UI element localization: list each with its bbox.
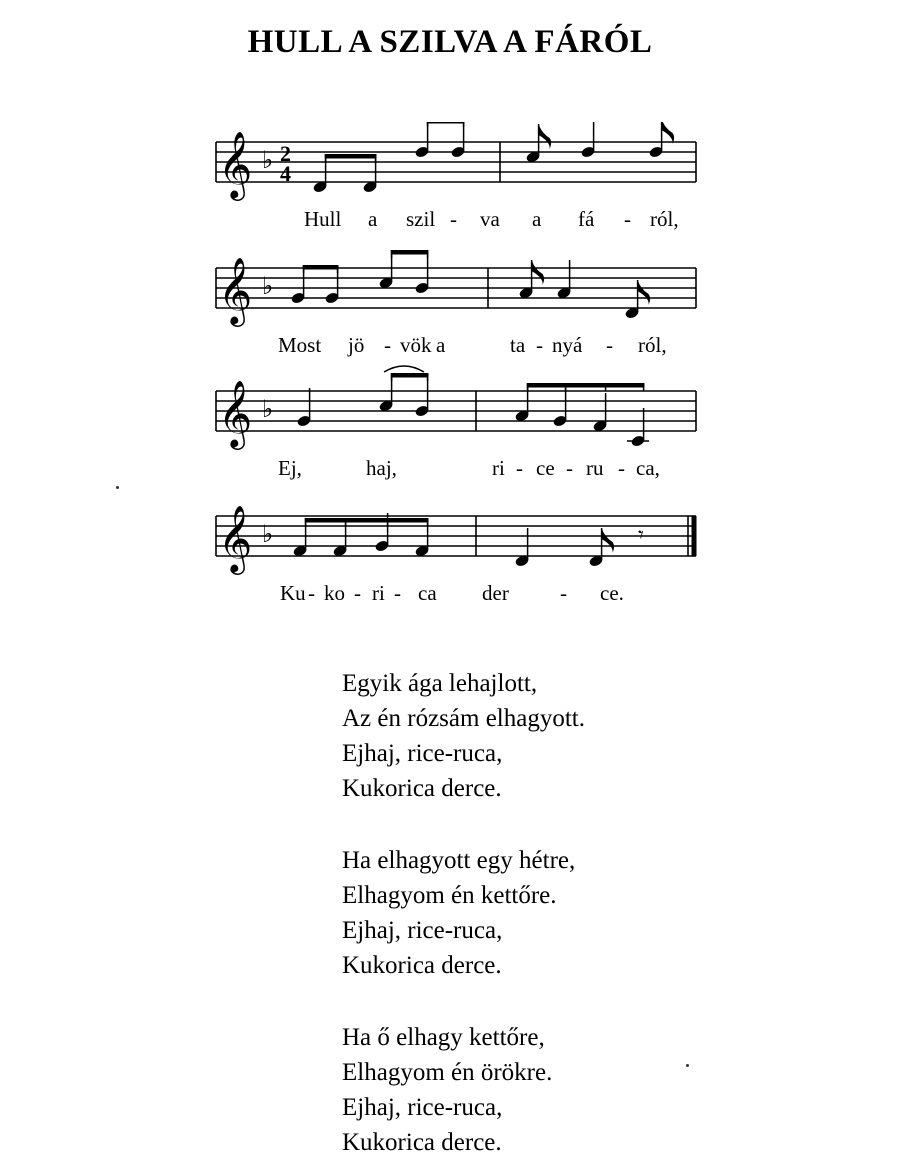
lyric-syllable: - — [560, 581, 567, 605]
flat-icon: ♭ — [262, 146, 274, 174]
treble-clef-icon: 𝄞 — [218, 130, 253, 198]
lyric-syllable: a — [436, 333, 446, 357]
lyric-syllable: ri — [372, 581, 385, 605]
lyric-syllable: jö — [348, 333, 365, 357]
lyric-syllable: Most — [278, 333, 322, 357]
lyric-syllable: - — [606, 333, 613, 357]
note-flag — [602, 528, 615, 553]
lyric-syllable: ta — [510, 333, 526, 357]
verse-line: Elhagyom én örökre. — [342, 1059, 553, 1086]
verse-2 — [342, 843, 575, 983]
verse-line: Kukorica derce. — [342, 775, 502, 802]
lyric-syllable: haj, — [366, 456, 397, 480]
flat-icon: ♭ — [262, 272, 274, 300]
note-flag — [532, 260, 545, 285]
lyric-syllable: ko — [324, 581, 345, 605]
verse-1 — [342, 666, 585, 806]
lyric-syllable: - — [384, 333, 391, 357]
lyric-syllable: ca, — [636, 456, 660, 480]
lyric-syllable: vök — [400, 333, 432, 357]
lyric-syllable: - — [516, 456, 523, 480]
note-beam — [527, 383, 645, 388]
verse-line: Elhagyom én kettőre. — [342, 882, 557, 909]
verse-line: Ejhaj, rice-ruca, — [342, 740, 503, 767]
lyric-syllable: Ku — [280, 581, 306, 605]
lyric-syllable: - — [536, 333, 543, 357]
verse-line: Ejhaj, rice-ruca, — [342, 917, 503, 944]
lyric-syllable: - — [394, 581, 401, 605]
sheet-music — [200, 122, 720, 632]
treble-clef-icon: 𝄞 — [218, 379, 253, 447]
note-beam — [427, 122, 465, 124]
staff-system-2 — [216, 250, 696, 357]
music-notation — [200, 122, 720, 632]
note-beam — [391, 373, 429, 378]
lyric-syllable: - — [624, 207, 631, 231]
flat-icon: ♭ — [262, 520, 274, 548]
eighth-rest-icon: 𝄾 — [638, 523, 644, 548]
verse-line: Kukorica derce. — [342, 952, 502, 979]
staff-system-1 — [216, 122, 696, 231]
lyric-syllable: der — [482, 581, 509, 605]
slur — [384, 366, 424, 372]
lyric-syllable: - — [566, 456, 573, 480]
note-beam — [303, 265, 339, 270]
verse-line: Ejhaj, rice-ruca, — [342, 1094, 503, 1121]
lyric-syllable: - — [618, 456, 625, 480]
lyric-syllable: szil — [406, 207, 436, 231]
verse-line: Az én rózsám elhagyott. — [342, 705, 585, 732]
note-flag — [638, 280, 651, 305]
treble-clef-icon: 𝄞 — [218, 504, 253, 572]
lyric-syllable: - — [354, 581, 361, 605]
lyric-syllable: ról, — [650, 207, 679, 231]
staff-system-3 — [216, 366, 696, 480]
verse-line: Ha elhagyott egy hétre, — [342, 847, 576, 874]
lyric-syllable: Ej, — [278, 456, 302, 480]
lyric-syllable: nyá — [552, 333, 583, 357]
note-beam — [305, 518, 429, 523]
verse-line: Egyik ága lehajlott, — [342, 670, 538, 697]
time-signature-top: 2 — [280, 141, 291, 166]
lyric-syllable: ca — [418, 581, 437, 605]
lyric-syllable: ról, — [638, 333, 667, 357]
verse-3 — [342, 1020, 552, 1160]
lyric-syllable: - — [450, 207, 457, 231]
verse-line: Ha ő elhagy kettőre, — [342, 1024, 545, 1051]
note-flag — [539, 124, 552, 149]
note-beam — [325, 154, 377, 159]
song-title: HULL A SZILVA A FÁRÓL — [247, 24, 653, 60]
lyric-syllable: a — [532, 207, 542, 231]
lyric-syllable: ce. — [600, 581, 624, 605]
lyric-syllable: va — [480, 207, 500, 231]
lyric-syllable: ru — [586, 456, 604, 480]
lyric-syllable: Hull — [304, 207, 342, 231]
flat-icon: ♭ — [262, 395, 274, 423]
verse-line: Kukorica derce. — [342, 1129, 502, 1156]
treble-clef-icon: 𝄞 — [218, 256, 253, 324]
lyric-syllable: fá — [578, 207, 595, 231]
lyric-syllable: ce — [536, 456, 555, 480]
note-flag — [662, 122, 675, 144]
scan-speck — [686, 1064, 689, 1067]
staff-system-4 — [216, 504, 696, 605]
scan-speck — [116, 486, 119, 489]
lyric-syllable: - — [308, 581, 315, 605]
lyric-syllable: a — [368, 207, 378, 231]
time-signature-bottom: 4 — [280, 161, 291, 186]
note-beam — [391, 250, 429, 255]
lyric-syllable: ri — [492, 456, 505, 480]
